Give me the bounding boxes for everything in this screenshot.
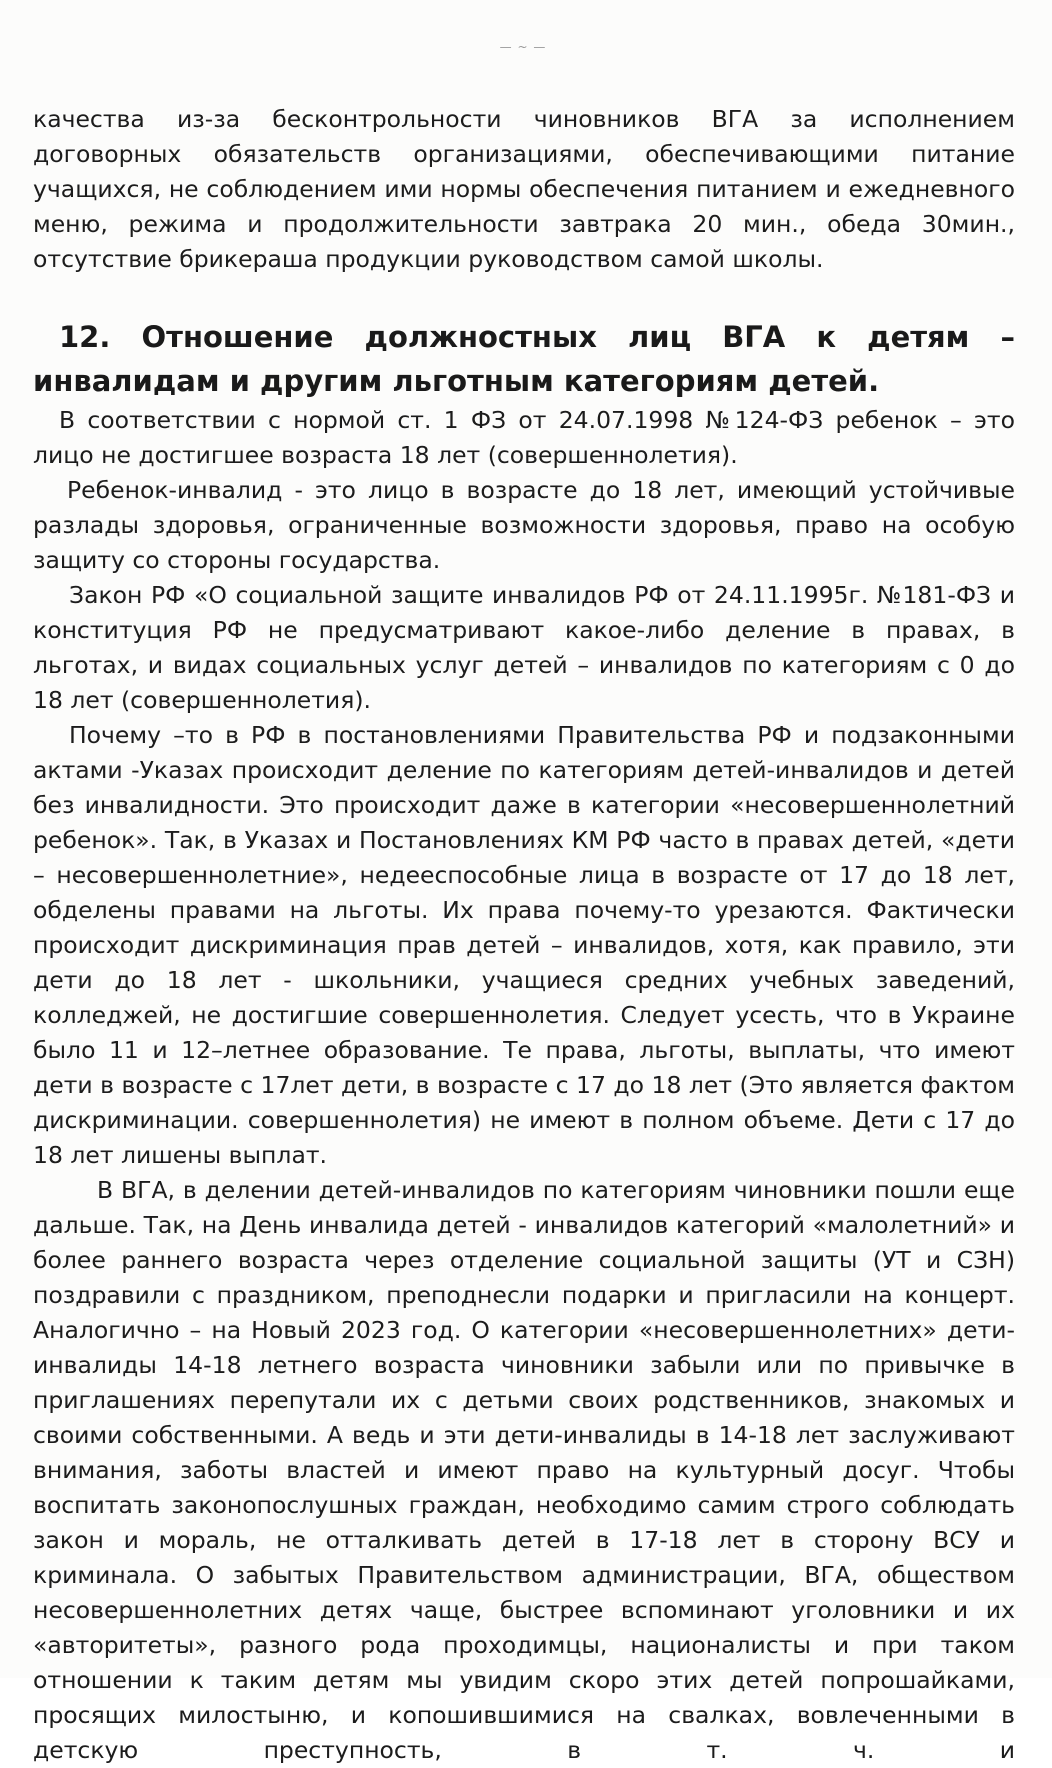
paragraph-law-reference: Закон РФ «О социальной защите инвалидов РФ от 24.11.1995г. №181-ФЗ и конституция РФ не предусматривают какое-либо деление в правах, в льготах, и видах социальных услуг детей – инвалидов по категориям с 0 до 18 лет (совершеннолетия).: [33, 581, 1015, 714]
section-heading: 12. Отношение должностных лиц ВГА к детям – инвалидам и другим льготным категориям детей.: [33, 320, 1015, 398]
paragraph-discrimination: Почему –то в РФ в постановлениями Правительства РФ и подзаконными актами -Указах происходит деление по категориям детей-инвалидов и детей без инвалидности. Это происходит даже в категории «несовершеннолетний ребенок». Так, в Указах и Постановлениях КМ РФ часто в правах детей, «дети – несовершеннолетние», недееспособные лица в возрасте от 17 до 18 лет, обделены правами на льготы. Их права почему-то урезаются. Фактически происходит дискриминация прав детей – инвалидов, хотя, как правило, эти дети до 18 лет - школьники, учащиеся средних учебных заведений, колледжей, не достигшие совершеннолетия. Следует усесть, что в Украине было 11 и 12–летнее образование. Те права, льготы, выплаты, что имеют дети в возрасте с 17лет дети, в возрасте с 17 до 18 лет (Это является фактом дискриминации. совершеннолетия) не имеют в полном объеме. Дети с 17 до 18 лет лишены выплат.: [33, 721, 1015, 1169]
intro-paragraph: качества из-за бесконтрольности чиновников ВГА за исполнением договорных обязательств организациями, обеспечивающими питание учащихся, не соблюдением ими нормы обеспечения питанием и ежедневного меню, режима и продолжительности завтрака 20 мин., обеда 30мин., отсутствие брикераша продукции руководством самой школы.: [33, 105, 1015, 273]
page-top-mark: — ~ —: [499, 40, 547, 54]
document-body: [33, 102, 1015, 1768]
paragraph-child-definition: В соответствии с нормой ст. 1 ФЗ от 24.07.1998 №124-ФЗ ребенок – это лицо не достигшее возраста 18 лет (совершеннолетия).: [33, 406, 1015, 469]
paragraph-disabled-child-definition: Ребенок-инвалид - это лицо в возрасте до 18 лет, имеющий устойчивые разлады здоровья, ограниченные возможности здоровья, право на особую защиту со стороны государства.: [33, 476, 1015, 574]
paragraph-vga-categories: В ВГА, в делении детей-инвалидов по категориям чиновники пошли еще дальше. Так, на День инвалида детей - инвалидов категорий «малолетний» и более раннего возраста через отделение социальной защиты (УТ и СЗН) поздравили с праздником, преподнесли подарки и пригласили на концерт. Аналогично – на Новый 2023 год. О категории «несовершеннолетних» дети-инвалиды 14-18 летнего возраста чиновники забыли или по привычке в приглашениях перепутали их с детьми своих родственников, знакомых и своими собственными. А ведь и эти дети-инвалиды в 14-18 лет заслуживают внимания, заботы властей и имеют право на культурный досуг. Чтобы воспитать законопослушных граждан, необходимо самим строго соблюдать закон и мораль, не отталкивать детей в 17-18 лет в сторону ВСУ и криминала. О забытых Правительством администрации, ВГА, обществом несовершеннолетних детях чаще, быстрее вспоминают уголовники и их «авторитеты», разного рода проходимцы, националисты и при таком отношении к таким детям мы увидим скоро этих детей попрошайками, просящих милостыню, и копошившимися на свалках, вовлеченными в детскую преступность, в т. ч. и: [33, 1176, 1015, 1764]
